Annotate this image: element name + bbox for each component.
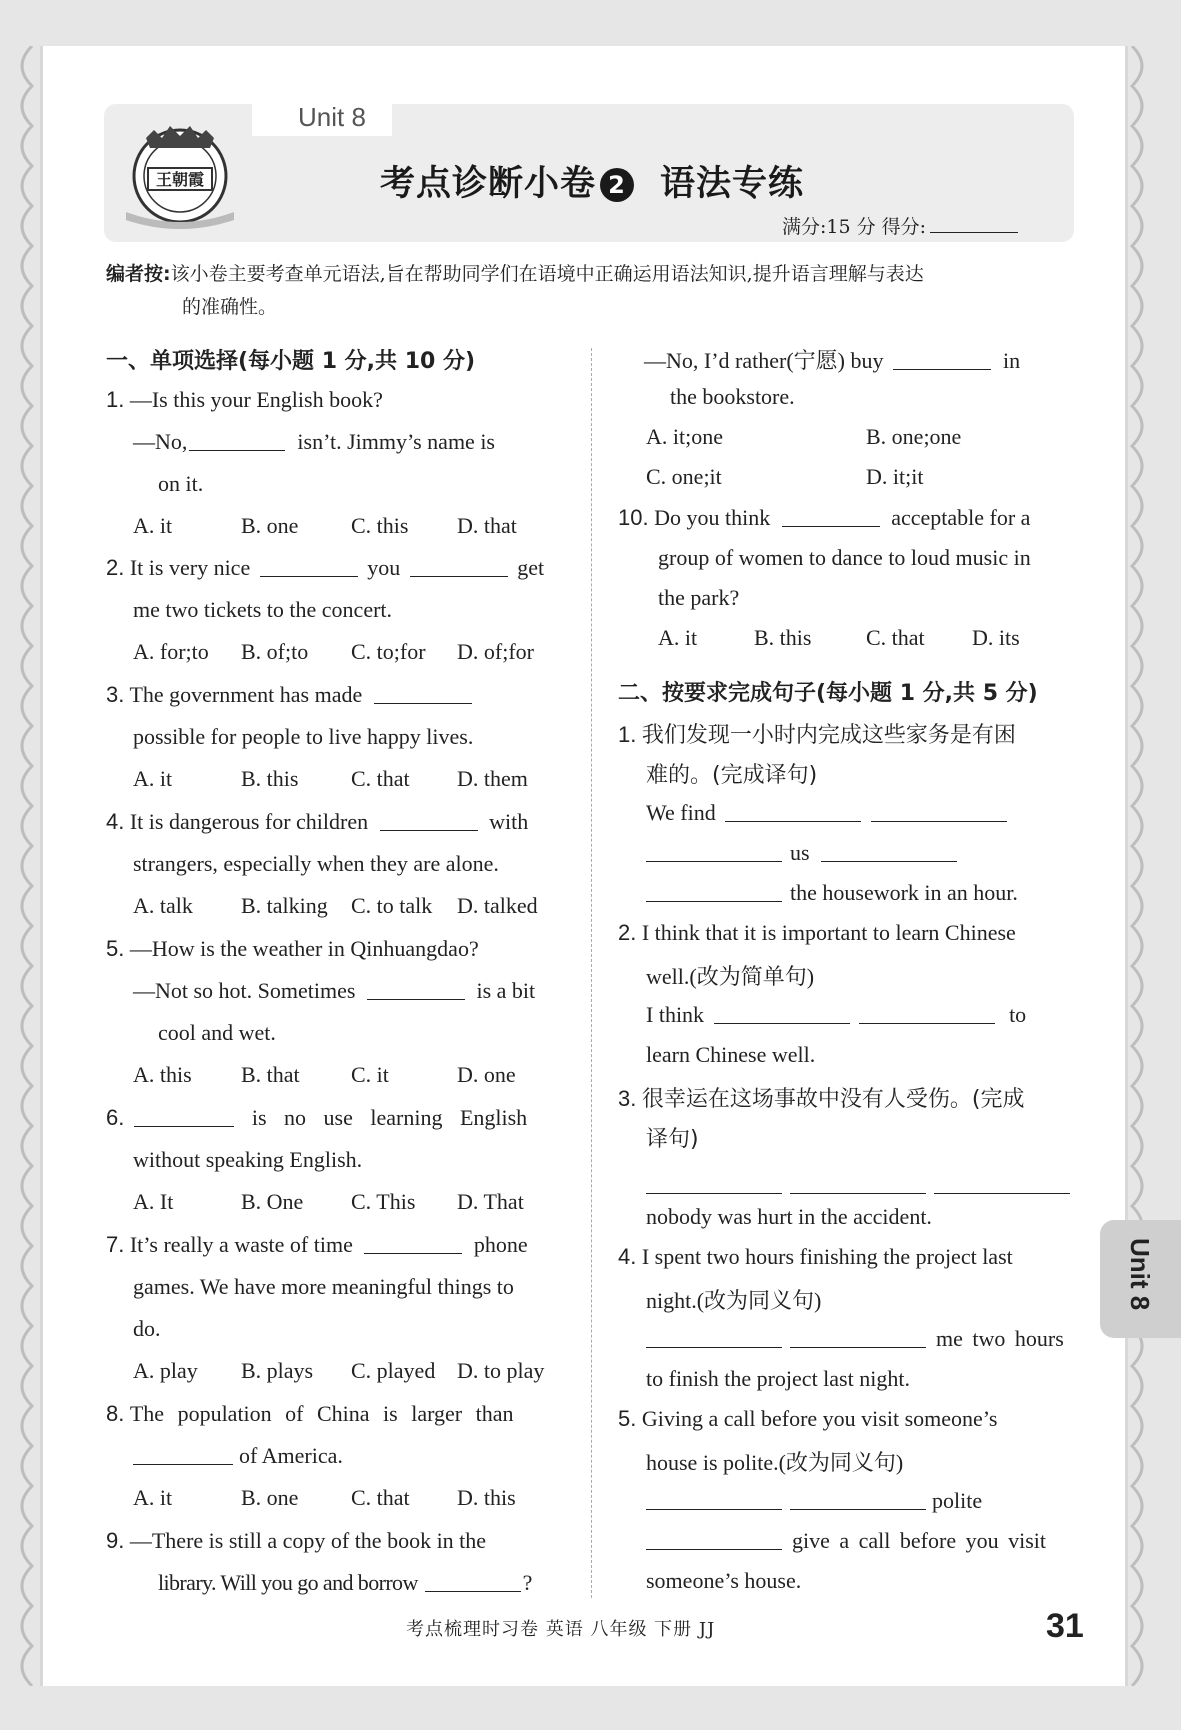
option-d[interactable]: D. them	[457, 766, 528, 791]
task-2-answer-2: learn Chinese well.	[646, 1042, 816, 1067]
task-number: 5.	[618, 1406, 637, 1431]
question-6	[106, 1105, 527, 1131]
q-text: with	[489, 809, 529, 834]
task-3-answer-2: nobody was hurt in the accident.	[646, 1204, 932, 1229]
answer-blank[interactable]	[646, 1529, 782, 1550]
answer-blank[interactable]	[782, 506, 880, 527]
task-text: 我们发现一小时内完成这些家务是有困	[641, 723, 1016, 748]
answer-blank[interactable]	[260, 556, 358, 577]
q-number: 7.	[106, 1232, 125, 1257]
q-text: —Is this your English book?	[129, 387, 383, 412]
q-text: isn’t. Jimmy’s name is	[297, 429, 495, 454]
answer-blank[interactable]	[410, 556, 508, 577]
task-4-answer-1	[646, 1326, 1064, 1352]
task-1-answer-1	[646, 800, 1007, 826]
score-line	[782, 212, 1018, 239]
option-b[interactable]: B. that	[241, 1062, 300, 1087]
score-text: 满分:15 分 得分:	[782, 216, 927, 238]
side-tab-label: Unit 8	[1125, 1238, 1155, 1311]
q-text: in	[1003, 348, 1021, 373]
q-number: 10.	[618, 505, 649, 530]
q7-line3: do.	[133, 1316, 161, 1341]
answer-blank[interactable]	[893, 349, 991, 370]
answer-blank[interactable]	[364, 1233, 462, 1254]
task-1-line2: 难的。(完成译句)	[646, 763, 818, 788]
answer-blank[interactable]	[646, 1173, 782, 1194]
task-4	[618, 1244, 1013, 1270]
q9-options-row1	[646, 424, 961, 450]
q6-options	[133, 1189, 524, 1215]
q2-line2: me two tickets to the concert.	[133, 597, 393, 622]
section-2-title: 二、按要求完成句子(每小题 1 分,共 5 分)	[618, 681, 1038, 706]
option-c[interactable]: C. this	[351, 513, 409, 538]
svg-text:王朝霞: 王朝霞	[155, 170, 205, 189]
option-a[interactable]: A. play	[133, 1358, 198, 1383]
option-b[interactable]: B. this	[241, 766, 299, 791]
option-d[interactable]: D. this	[457, 1485, 516, 1510]
answer-blank[interactable]	[367, 979, 465, 1000]
q-text: —There is still a copy of the book in the	[129, 1528, 487, 1553]
task-1	[618, 718, 1016, 749]
editor-note-text: 该小卷主要考查单元语法,旨在帮助同学们在语境中正确运用语法知识,提升语言理解与表达	[170, 263, 924, 285]
answer-blank[interactable]	[871, 801, 1007, 822]
q5-options	[133, 1062, 516, 1088]
option-c[interactable]: C. that	[351, 1485, 410, 1510]
left-wave-border	[2, 46, 42, 1686]
q10-line2: group of women to dance to loud music in	[658, 545, 1031, 570]
q-text: It is very nice	[129, 555, 251, 580]
task-4-answer-2: to finish the project last night.	[646, 1366, 910, 1391]
task-text: me two hours	[936, 1326, 1064, 1351]
q9-options-row2	[646, 464, 923, 490]
option-a[interactable]: A. it	[133, 513, 173, 538]
answer-blank[interactable]	[790, 1489, 926, 1510]
q-text: The population of China is larger than	[129, 1401, 514, 1426]
option-d[interactable]: D. talked	[457, 893, 538, 918]
answer-blank[interactable]	[646, 841, 782, 862]
question-2	[106, 555, 544, 581]
option-a[interactable]: A. for;to	[133, 639, 209, 664]
option-c[interactable]: C. played	[351, 1358, 436, 1383]
option-a[interactable]: A. it	[658, 625, 698, 650]
question-3	[106, 682, 472, 708]
answer-blank[interactable]	[189, 430, 285, 451]
option-c[interactable]: C. that	[866, 625, 925, 650]
q6-line2: without speaking English.	[133, 1147, 363, 1172]
q4-options	[133, 893, 538, 919]
option-b[interactable]: B. this	[754, 625, 812, 650]
answer-blank[interactable]	[859, 1003, 995, 1024]
column-divider	[591, 348, 592, 1598]
q9-line3	[644, 344, 1020, 375]
task-5-line2: house is polite.(改为同义句)	[646, 1450, 904, 1475]
q-text: —Not so hot. Sometimes	[133, 978, 356, 1003]
q-text: library. Will you go and borrow	[158, 1570, 418, 1595]
q-number: 5.	[106, 936, 125, 961]
option-c[interactable]: C. to talk	[351, 893, 433, 918]
q-number: 3.	[106, 682, 125, 707]
option-b[interactable]: B. of;to	[241, 639, 309, 664]
footer: 考点梳理时习卷 英语 八年级 下册 JJ	[406, 1619, 716, 1640]
task-3-answer-1	[646, 1172, 1070, 1198]
q5-line3: cool and wet.	[158, 1020, 276, 1045]
task-text: 很幸运在这场事故中没有人受伤。(完成	[641, 1087, 1025, 1112]
option-c[interactable]: C. This	[351, 1189, 416, 1214]
answer-blank[interactable]	[934, 1173, 1070, 1194]
unit-side-tab	[1100, 1220, 1181, 1338]
answer-blank[interactable]	[790, 1327, 926, 1348]
option-b[interactable]: B. one	[241, 513, 299, 538]
score-blank[interactable]	[930, 232, 1018, 233]
option-a[interactable]: A. it	[133, 766, 173, 791]
q7-options	[133, 1358, 544, 1384]
option-d[interactable]: D. one	[457, 1062, 516, 1087]
option-a[interactable]: A. it;one	[646, 424, 723, 449]
task-text: I spent two hours finishing the project last	[641, 1244, 1013, 1269]
option-d[interactable]: D. that	[457, 513, 517, 538]
q5-line2	[133, 978, 535, 1004]
q-number: 4.	[106, 809, 125, 834]
option-b[interactable]: B. one	[241, 1485, 299, 1510]
question-7	[106, 1232, 528, 1258]
q-number: 9.	[106, 1528, 125, 1553]
option-b[interactable]: B. One	[241, 1189, 304, 1214]
option-c[interactable]: C. one;it	[646, 464, 722, 489]
task-2-line2	[646, 960, 814, 991]
q-text: Do you think	[654, 505, 771, 530]
q3-options	[133, 766, 528, 792]
task-text: polite	[932, 1488, 983, 1513]
task-5-answer-2	[646, 1528, 1046, 1554]
q-text: It’s really a waste of time	[129, 1232, 353, 1257]
answer-blank[interactable]	[646, 881, 782, 902]
answer-blank[interactable]	[134, 1106, 234, 1127]
task-1-answer-3	[646, 880, 1018, 906]
task-1-answer-2	[646, 840, 957, 866]
answer-blank[interactable]	[790, 1173, 926, 1194]
q10-line3: the park?	[658, 585, 740, 610]
answer-blank[interactable]	[646, 1489, 782, 1510]
answer-blank[interactable]	[646, 1327, 782, 1348]
q1-options	[133, 513, 517, 539]
answer-blank[interactable]	[374, 683, 472, 704]
q-text: —How is the weather in Qinhuangdao?	[129, 936, 479, 961]
q-text: acceptable for a	[891, 505, 1031, 530]
task-3-line2: 译句)	[646, 1127, 699, 1152]
q-text: It is dangerous for children	[129, 809, 369, 834]
q-text: phone	[473, 1232, 528, 1257]
q-text: of America.	[239, 1443, 343, 1468]
answer-blank[interactable]	[725, 801, 861, 822]
answer-blank[interactable]	[821, 841, 957, 862]
title-part-2: 语法专练	[660, 164, 805, 204]
task-number: 4.	[618, 1244, 637, 1269]
task-text: us	[790, 840, 810, 865]
option-a[interactable]: A. it	[133, 1485, 173, 1510]
right-wave-border	[1122, 46, 1162, 1686]
section-1-title: 一、单项选择(每小题 1 分,共 10 分)	[106, 349, 476, 374]
q9-line2: library. Will you go and borrow ?	[158, 1570, 532, 1595]
q8-options	[133, 1485, 516, 1511]
editor-note-label: 编者按:	[106, 263, 171, 285]
option-b[interactable]: B. talking	[241, 893, 328, 918]
task-text: to	[1009, 1002, 1027, 1027]
q10-options	[658, 625, 1020, 651]
editor-note	[106, 258, 1076, 324]
page-number: 31	[1046, 1607, 1084, 1645]
option-b[interactable]: B. one;one	[866, 424, 962, 449]
q4-line2: strangers, especially when they are alone.	[133, 851, 499, 876]
task-text: the housework in an hour.	[790, 880, 1018, 905]
q-text: The government has made	[129, 682, 363, 707]
option-d[interactable]: D. its	[972, 625, 1020, 650]
task-3	[618, 1082, 1024, 1113]
q2-options	[133, 639, 534, 665]
task-number: 3.	[618, 1086, 637, 1111]
option-a[interactable]: A. It	[133, 1189, 174, 1214]
title-number-badge: 2	[600, 168, 634, 202]
option-d[interactable]: D. it;it	[866, 464, 924, 489]
q7-line2: games. We have more meaningful things to	[133, 1274, 514, 1299]
question-10	[618, 505, 1030, 531]
task-text: I think	[646, 1002, 705, 1027]
answer-blank[interactable]	[425, 1571, 521, 1592]
title-part-1: 考点诊断小卷	[380, 164, 597, 204]
q9-line4: the bookstore.	[670, 384, 795, 409]
task-text: We find	[646, 800, 716, 825]
task-text: well.(改为简单句)	[646, 964, 815, 989]
q-number: 2.	[106, 555, 125, 580]
answer-blank[interactable]	[380, 810, 478, 831]
answer-blank[interactable]	[133, 1444, 233, 1465]
task-number: 1.	[618, 722, 637, 747]
q1-line3: on it.	[158, 471, 204, 496]
task-text: Giving a call before you visit someone’s	[641, 1406, 998, 1431]
task-5-answer-1	[646, 1488, 982, 1514]
q-number: 6.	[106, 1105, 125, 1130]
option-d[interactable]: D. of;for	[457, 639, 534, 664]
task-2-answer-1	[646, 1002, 1026, 1028]
q-number: 8.	[106, 1401, 125, 1426]
q-text: you	[367, 555, 401, 580]
q3-line2: possible for people to live happy lives.	[133, 724, 474, 749]
option-d[interactable]: D. That	[457, 1189, 524, 1214]
option-c[interactable]: C. that	[351, 766, 410, 791]
page-title	[380, 156, 804, 206]
q-text: get	[517, 555, 545, 580]
task-2	[618, 920, 1016, 946]
option-b[interactable]: B. plays	[241, 1358, 314, 1383]
task-number: 2.	[618, 920, 637, 945]
option-c[interactable]: C. it	[351, 1062, 389, 1087]
question-1	[106, 387, 383, 413]
editor-note-text-cont: 的准确性。	[182, 296, 278, 318]
q1-line2	[133, 429, 495, 455]
q-text: —No, I’d rather(宁愿) buy	[644, 348, 884, 373]
task-4-line2: night.(改为同义句)	[646, 1288, 822, 1313]
option-a[interactable]: A. this	[133, 1062, 192, 1087]
task-text: give a call before you visit	[792, 1528, 1046, 1553]
option-d[interactable]: D. to play	[457, 1358, 545, 1383]
publisher-seal-icon	[126, 116, 234, 230]
question-8	[106, 1401, 514, 1427]
q8-line2	[133, 1443, 343, 1469]
q-number: 1.	[106, 387, 125, 412]
task-5	[618, 1406, 997, 1432]
q-text: is a bit	[476, 978, 536, 1003]
q-text: is no use learning English	[251, 1105, 528, 1130]
unit-label: Unit 8	[298, 102, 366, 132]
task-text: I think that it is important to learn Chinese	[641, 920, 1016, 945]
option-c[interactable]: C. to;for	[351, 639, 426, 664]
task-5-answer-3: someone’s house.	[646, 1568, 802, 1593]
question-5	[106, 936, 479, 962]
question-9	[106, 1528, 486, 1554]
q-text: —No,	[133, 429, 188, 454]
option-a[interactable]: A. talk	[133, 893, 193, 918]
question-4	[106, 809, 528, 835]
answer-blank[interactable]	[714, 1003, 850, 1024]
